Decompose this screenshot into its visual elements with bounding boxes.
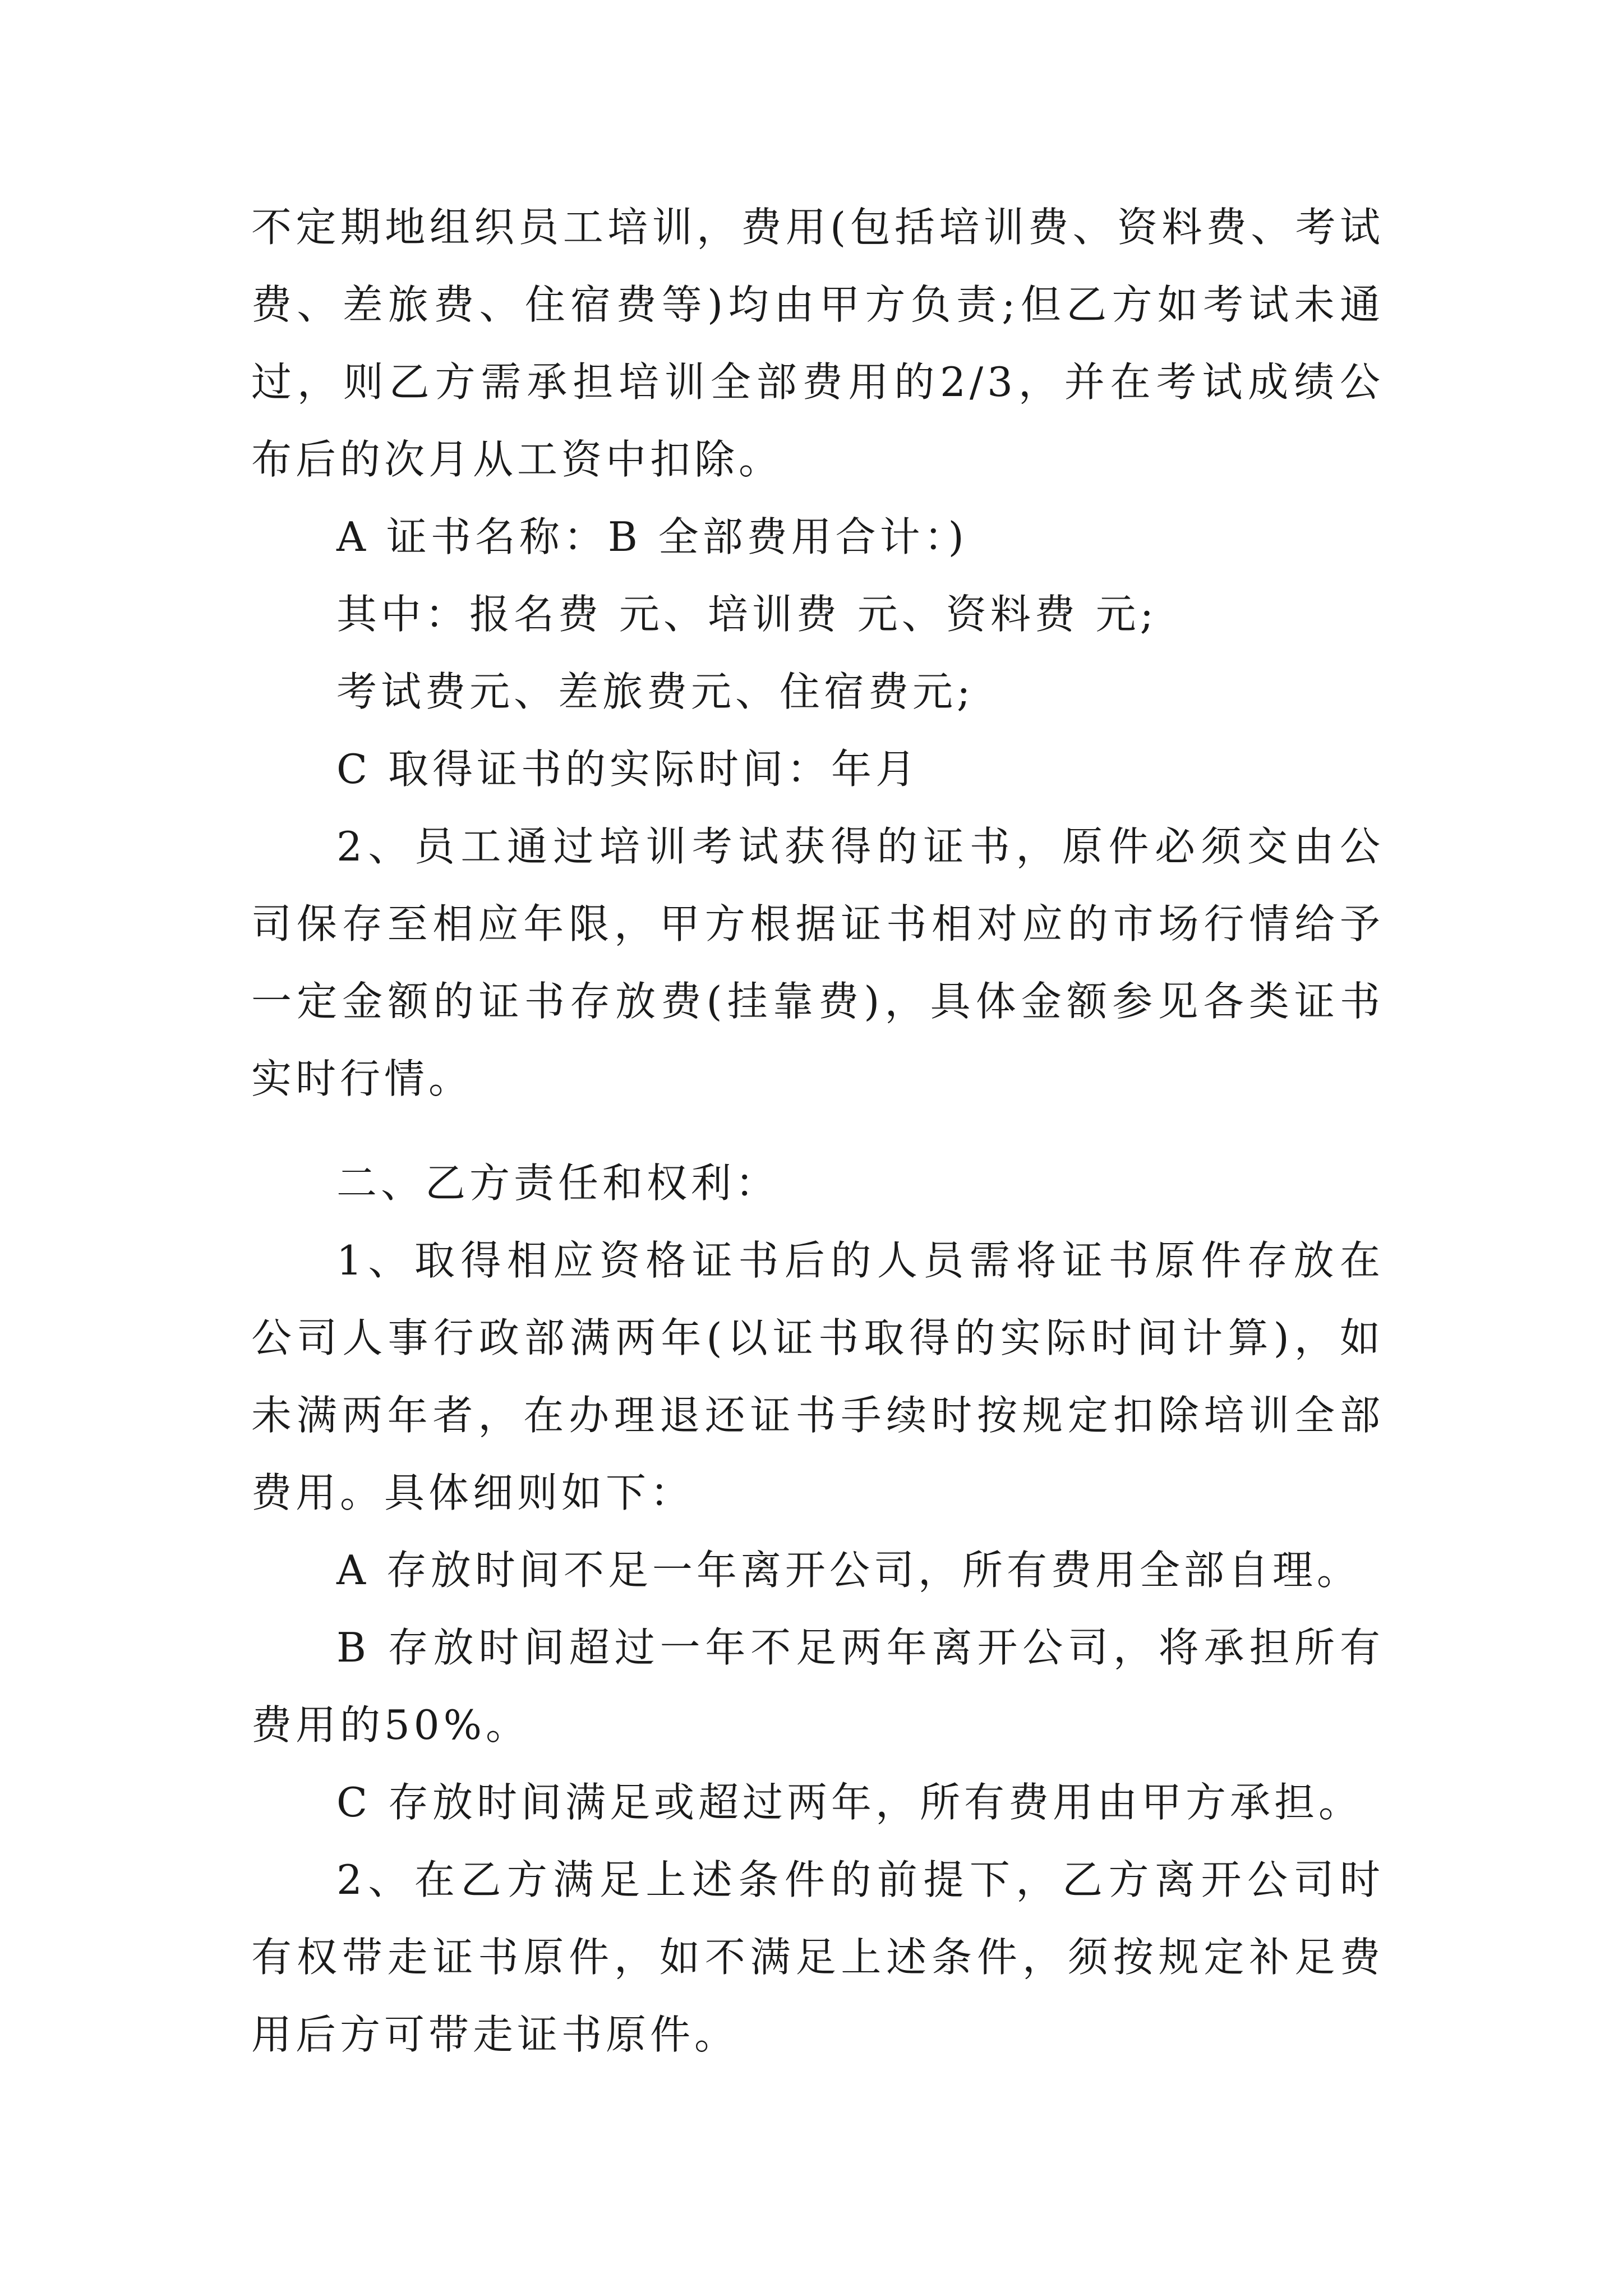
paragraph-certificate-storage: 2、员工通过培训考试获得的证书，原件必须交由公司保存至相应年限，甲方根据证书相对应的市场行情给予一定金额的证书存放费(挂靠费)，具体金额参见各类证书实时行情。 (251, 823, 1384, 1102)
document-body (251, 188, 1384, 2073)
rule-item-c: C 存放时间满足或超过两年，所有费用由甲方承担。 (336, 1779, 1363, 1826)
paragraph-exam-travel-fees: 考试费元、差旅费元、住宿费元; (336, 668, 975, 715)
paragraph-training-costs: 不定期地组织员工培训，费用(包括培训费、资料费、考试费、差旅费、住宿费等)均由甲方负责;但乙方如考试未通过，则乙方需承担培训全部费用的2/3，并在考试成绩公布后的次月从工资中扣除。 (251, 204, 1384, 483)
rule-item-b: B 存放时间超过一年不足两年离开公司，将承担所有费用的50%。 (251, 1624, 1384, 1749)
paragraph-storage-requirement: 1、取得相应资格证书后的人员需将证书原件存放在公司人事行政部满两年(以证书取得的实际时间计算)，如未满两年者，在办理退还证书手续时按规定扣除培训全部费用。具体细则如下： (251, 1237, 1384, 1516)
paragraph-acquisition-date: C 取得证书的实际时间：年月 (336, 746, 920, 793)
section-heading-party-b: 二、乙方责任和权利： (336, 1159, 780, 1207)
paragraph-certificate-return: 2、在乙方满足上述条件的前提下，乙方离开公司时有权带走证书原件，如不满足上述条件，须按规定补足费用后方可带走证书原件。 (251, 1856, 1384, 2058)
paragraph-fee-breakdown: 其中：报名费 元、培训费 元、资料费 元; (336, 591, 1158, 638)
rule-item-a: A 存放时间不足一年离开公司，所有费用全部自理。 (336, 1547, 1361, 1594)
paragraph-certificate-name: A 证书名称：B 全部费用合计：) (336, 513, 968, 560)
